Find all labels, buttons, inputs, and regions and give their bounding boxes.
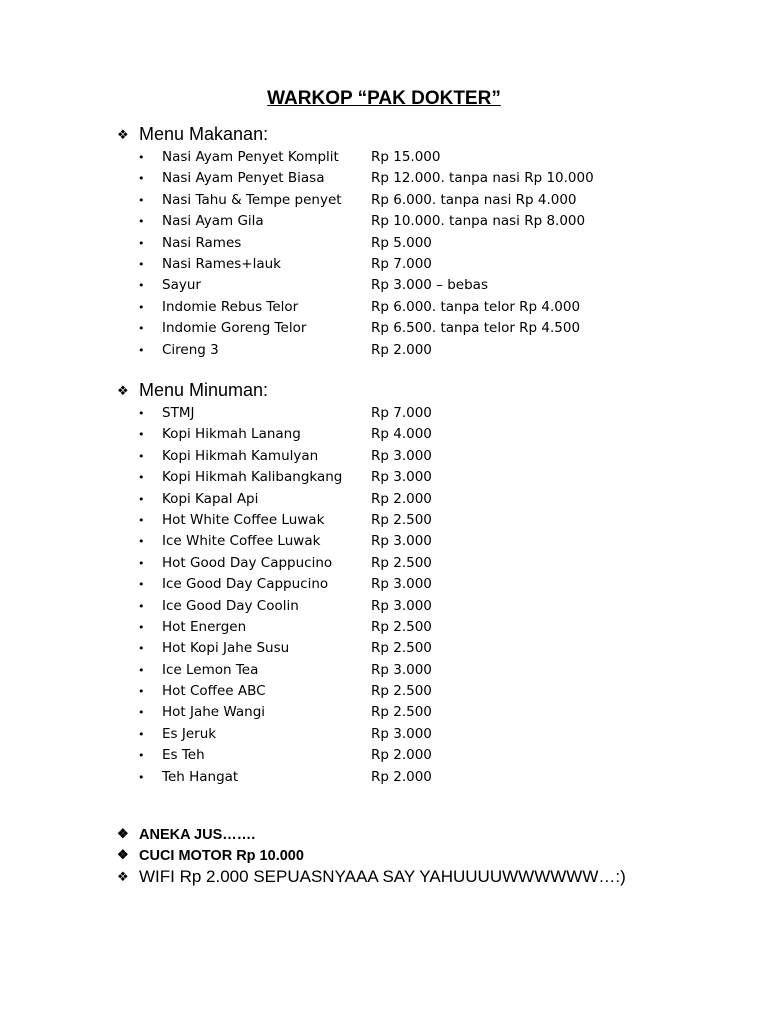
menu-item-name: Kopi Hikmah Lanang bbox=[162, 426, 301, 443]
menu-item-price: Rp 6.000. tanpa telor Rp 4.000 bbox=[371, 298, 581, 315]
menu-item-price: Rp 2.500 bbox=[371, 618, 432, 635]
menu-item-price: Rp 2.500 bbox=[371, 683, 432, 700]
bullet-icon: • bbox=[138, 685, 145, 699]
bullet-icon: • bbox=[138, 599, 145, 613]
extra-wifi bbox=[117, 867, 626, 887]
menu-item-price: Rp 10.000. tanpa nasi Rp 8.000 bbox=[371, 213, 586, 230]
menu-item-price: Rp 2.500 bbox=[371, 704, 432, 721]
section-heading-makanan bbox=[117, 124, 268, 145]
menu-item-name: Hot White Coffee Luwak bbox=[162, 511, 325, 528]
bullet-icon: • bbox=[138, 257, 145, 271]
menu-item-name: Ice White Coffee Luwak bbox=[162, 533, 321, 550]
bullet-icon: • bbox=[138, 706, 145, 720]
menu-item-name: Nasi Rames bbox=[162, 234, 242, 251]
bullet-icon: • bbox=[138, 620, 145, 634]
menu-item-price: Rp 2.500 bbox=[371, 640, 432, 657]
menu-item-price: Rp 7.000 bbox=[371, 405, 432, 421]
page-title: WARKOP “PAK DOKTER” bbox=[267, 88, 501, 109]
menu-item-price: Rp 7.000 bbox=[371, 255, 432, 272]
extra-aneka-jus bbox=[117, 826, 255, 843]
menu-item-name: Nasi Ayam Penyet Komplit bbox=[162, 149, 339, 165]
menu-item-name: Nasi Rames+lauk bbox=[162, 255, 282, 272]
diamond-bullet-icon: ❖ bbox=[117, 869, 129, 884]
menu-item-name: Hot Jahe Wangi bbox=[162, 704, 266, 721]
menu-item-name: Kopi Hikmah Kamulyan bbox=[162, 447, 319, 464]
section-heading-label: Menu Minuman: bbox=[139, 380, 269, 400]
menu-item-price: Rp 2.000 bbox=[371, 341, 432, 358]
menu-item-name: Nasi Ayam Penyet Biasa bbox=[162, 170, 325, 187]
bullet-icon: • bbox=[138, 449, 145, 463]
diamond-bullet-icon: ❖ bbox=[117, 383, 129, 398]
menu-item-name: Ice Good Day Coolin bbox=[162, 597, 299, 614]
menu-item-price: Rp 2.000 bbox=[371, 747, 432, 764]
extra-aneka-jus-label: ANEKA JUS……. bbox=[139, 827, 256, 843]
menu-item-price: Rp 2.000 bbox=[371, 768, 432, 785]
menu-item-name: Hot Coffee ABC bbox=[162, 683, 266, 700]
menu-item-name: Hot Kopi Jahe Susu bbox=[162, 640, 290, 657]
menu-item-name: STMJ bbox=[162, 405, 195, 421]
bullet-icon: • bbox=[138, 535, 145, 549]
menu-item-price: Rp 3.000 bbox=[371, 576, 432, 593]
menu-item-price: Rp 4.000 bbox=[371, 426, 432, 443]
menu-item-name: Es Teh bbox=[162, 747, 205, 764]
menu-item-price: Rp 3.000 bbox=[371, 661, 432, 678]
bullet-icon: • bbox=[138, 236, 145, 250]
bullet-icon: • bbox=[138, 663, 145, 677]
bullet-icon: • bbox=[138, 193, 145, 207]
bullet-icon: • bbox=[138, 279, 145, 293]
menu-item-price: Rp 2.500 bbox=[371, 511, 432, 528]
menu-item-price: Rp 6.000. tanpa nasi Rp 4.000 bbox=[371, 191, 577, 208]
menu-item-name: Teh Hangat bbox=[162, 768, 239, 785]
bullet-icon: • bbox=[138, 749, 145, 763]
menu-item-name: Indomie Goreng Telor bbox=[162, 320, 307, 337]
bullet-icon: • bbox=[138, 407, 145, 420]
extra-cuci-motor-label: CUCI MOTOR Rp 10.000 bbox=[139, 848, 304, 864]
menu-item-name: Hot Good Day Cappucino bbox=[162, 554, 333, 571]
bullet-icon: • bbox=[138, 556, 145, 570]
menu-item-price: Rp 6.500. tanpa telor Rp 4.500 bbox=[371, 320, 581, 337]
bullet-icon: • bbox=[138, 428, 145, 442]
menu-item-price: Rp 3.000 bbox=[371, 447, 432, 464]
menu-item-name: Cireng 3 bbox=[162, 341, 219, 358]
bullet-icon: • bbox=[138, 727, 145, 741]
bullet-icon: • bbox=[138, 578, 145, 592]
menu-item-name: Ice Lemon Tea bbox=[162, 661, 259, 678]
bullet-icon: • bbox=[138, 172, 145, 186]
menu-item-price: Rp 12.000. tanpa nasi Rp 10.000 bbox=[371, 170, 594, 187]
menu-item-price: Rp 5.000 bbox=[371, 234, 432, 251]
menu-item-name: Hot Energen bbox=[162, 618, 247, 635]
bullet-icon: • bbox=[138, 215, 145, 229]
menu-item-price: Rp 3.000 bbox=[371, 533, 432, 550]
menu-item-price: Rp 3.000 bbox=[371, 597, 432, 614]
bullet-icon: • bbox=[138, 642, 145, 656]
menu-item-name: Ice Good Day Cappucino bbox=[162, 576, 329, 593]
menu-item-name: Nasi Tahu & Tempe penyet bbox=[162, 191, 342, 208]
menu-item-name: Kopi Hikmah Kalibangkang bbox=[162, 469, 343, 486]
menu-item-name: Nasi Ayam Gila bbox=[162, 213, 264, 230]
extra-cuci-motor bbox=[117, 847, 304, 864]
menu-item-price: Rp 3.000 bbox=[371, 469, 432, 486]
section-heading-minuman bbox=[117, 380, 268, 401]
menu-item-price: Rp 3.000 bbox=[371, 725, 432, 742]
bullet-icon: • bbox=[138, 492, 145, 506]
extra-wifi-label: WIFI Rp 2.000 SEPUASNYAAA SAY YAHUUUUWWWWWW…:) bbox=[139, 867, 626, 886]
menu-item-name: Sayur bbox=[162, 277, 201, 294]
menu-item-price: Rp 2.500 bbox=[371, 554, 432, 571]
section-heading-label: Menu Makanan: bbox=[139, 124, 269, 144]
menu-item-name: Es Jeruk bbox=[162, 725, 217, 742]
bullet-icon: • bbox=[138, 770, 145, 784]
menu-item-name: Indomie Rebus Telor bbox=[162, 298, 299, 315]
bullet-icon: • bbox=[138, 343, 145, 357]
bullet-icon: • bbox=[138, 151, 145, 164]
menu-item-price: Rp 15.000 bbox=[371, 149, 441, 165]
diamond-bullet-icon: ❖ bbox=[117, 847, 129, 862]
diamond-bullet-icon: ❖ bbox=[117, 826, 129, 841]
bullet-icon: • bbox=[138, 300, 145, 314]
menu-item-price: Rp 3.000 – bebas bbox=[371, 277, 488, 294]
bullet-icon: • bbox=[138, 513, 145, 527]
bullet-icon: • bbox=[138, 322, 145, 336]
bullet-icon: • bbox=[138, 471, 145, 485]
diamond-bullet-icon: ❖ bbox=[117, 127, 129, 142]
menu-item-price: Rp 2.000 bbox=[371, 490, 432, 507]
menu-item-name: Kopi Kapal Api bbox=[162, 490, 259, 507]
